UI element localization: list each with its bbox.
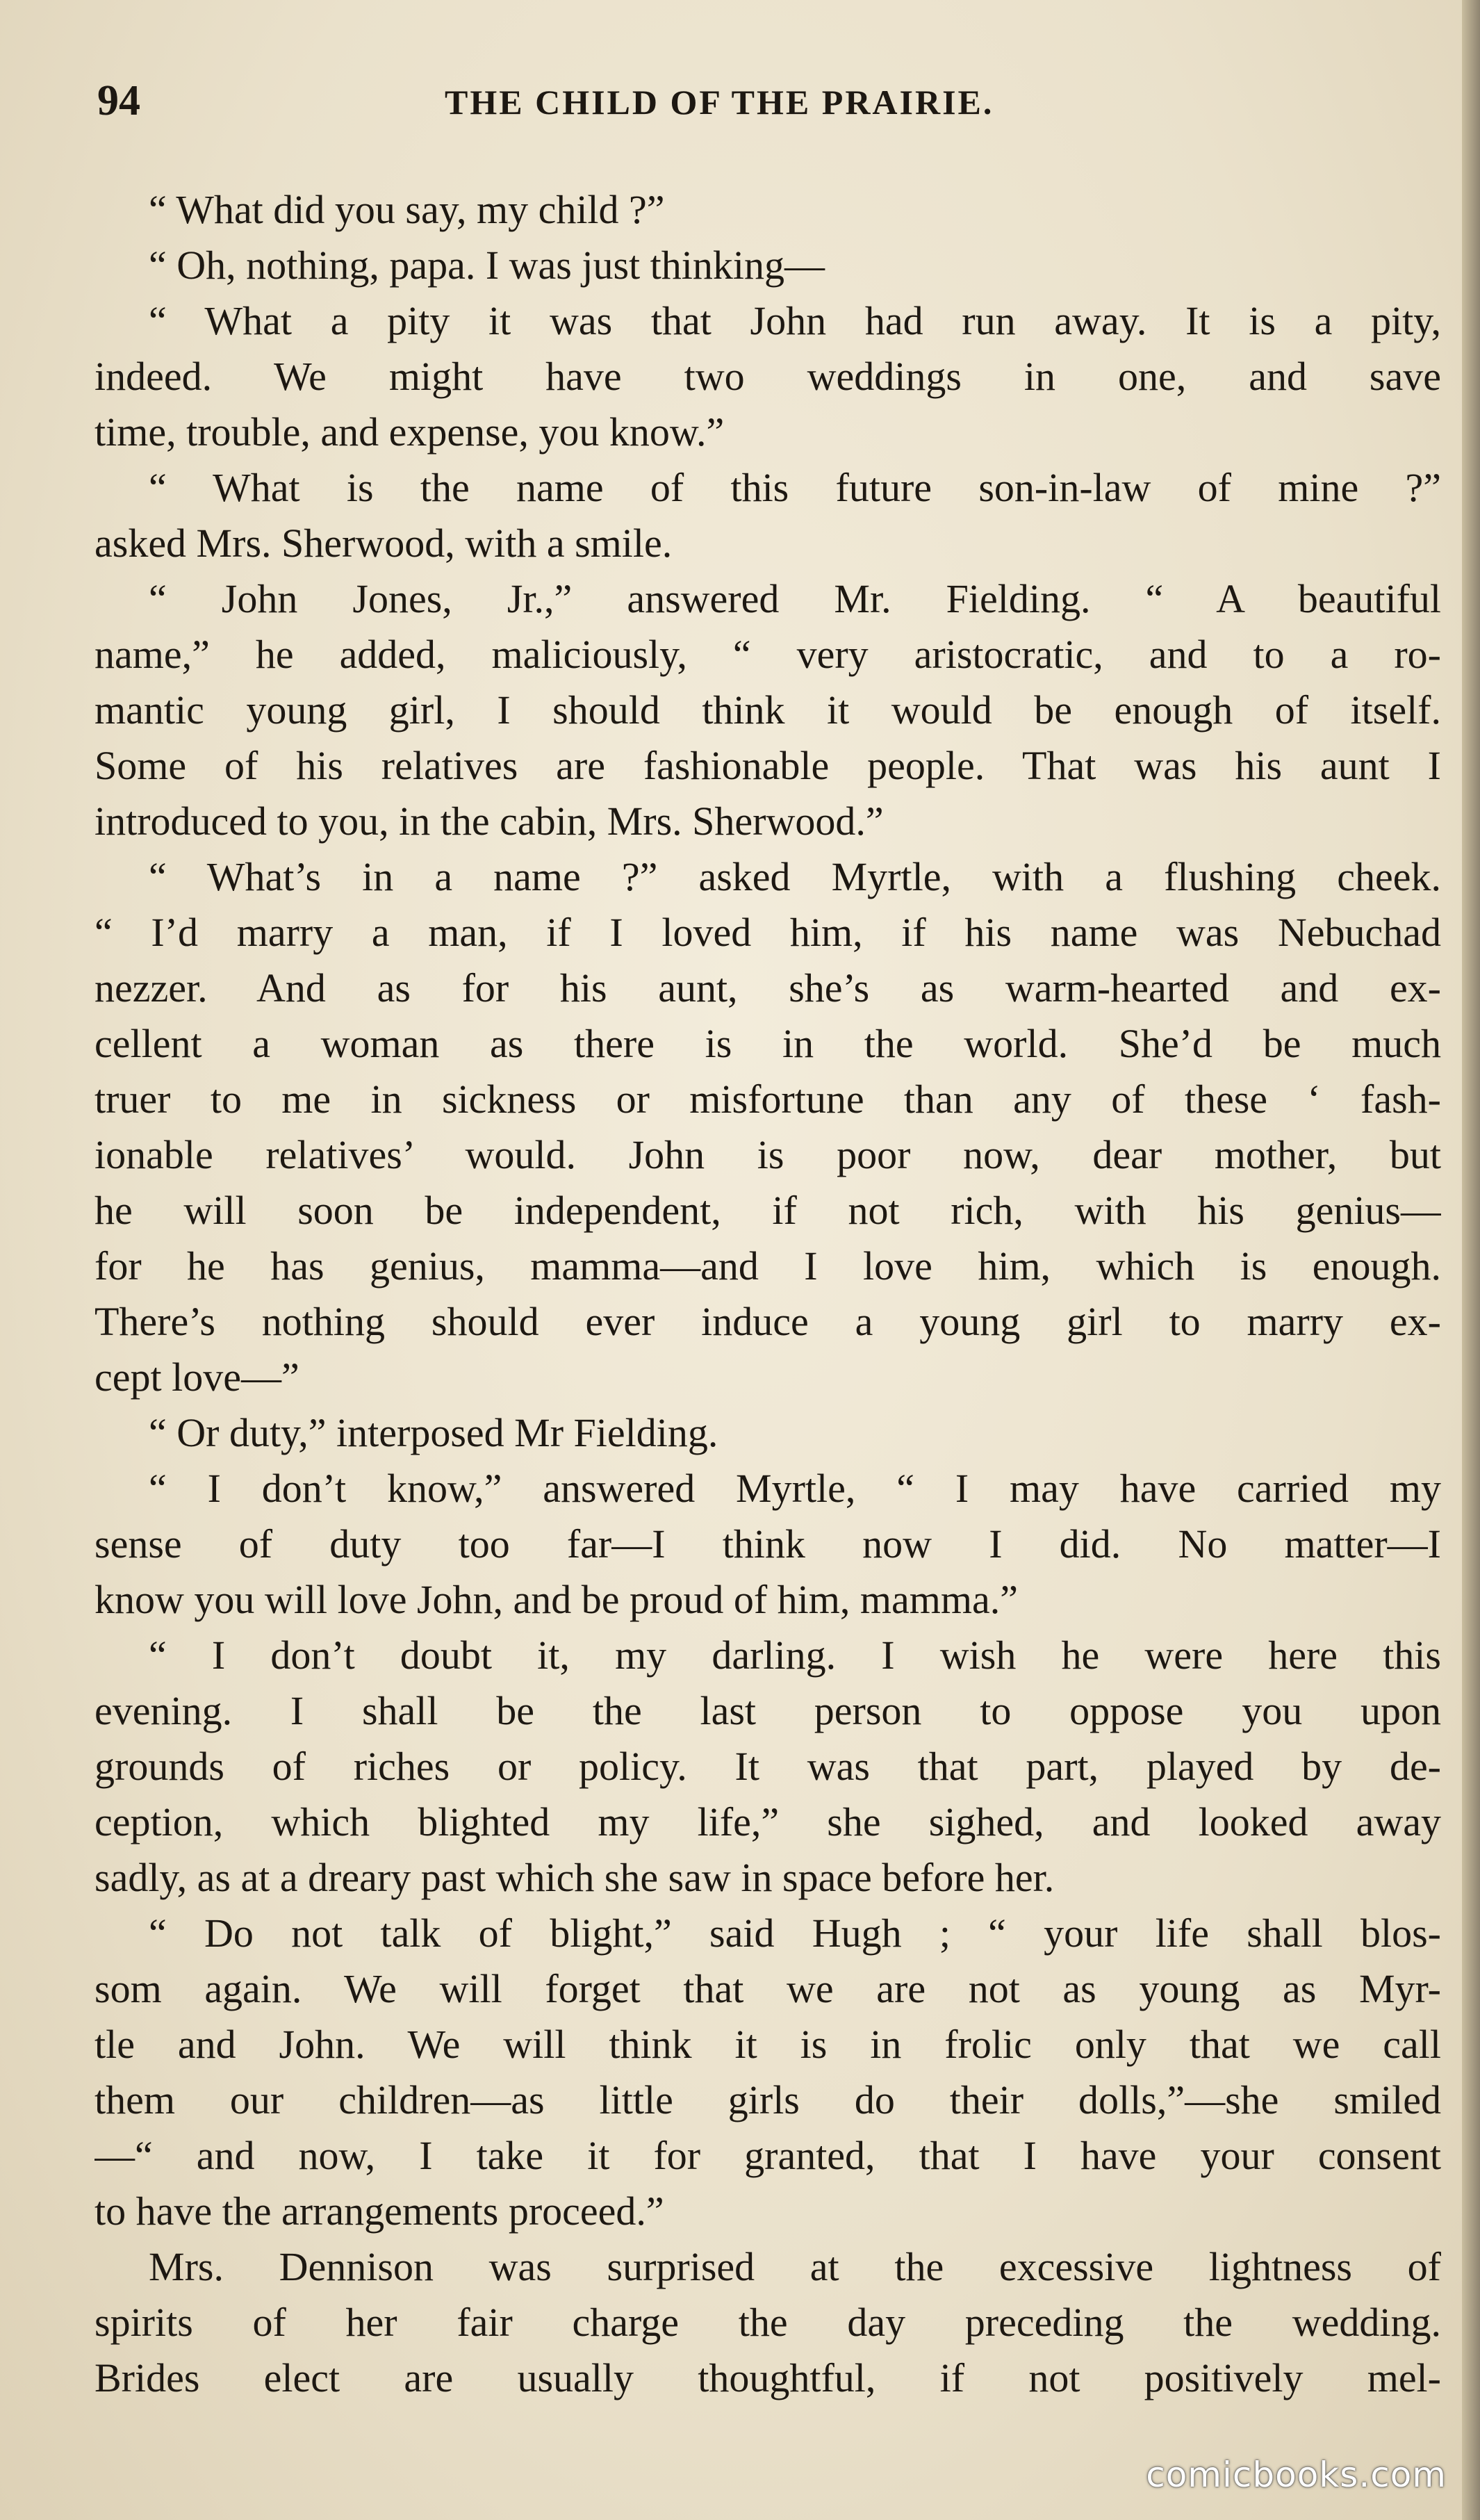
text-line: sense of duty too far—I think now I did. No matter—I: [94, 1521, 1441, 1566]
text-line: know you will love John, and be proud of him, mamma.”: [94, 1577, 1018, 1622]
text-line: som again. We will forget that we are not as young as Myr-: [94, 1966, 1441, 2011]
text-line: truer to me in sickness or misfortune than any of these ‘ fash-: [94, 1077, 1441, 1122]
text-line: Some of his relatives are fashionable people. That was his aunt I: [94, 743, 1441, 788]
text-line: “ John Jones, Jr.,” answered Mr. Fielding. “ A beautiful: [149, 576, 1441, 621]
text-line: to have the arrangements proceed.”: [94, 2188, 664, 2234]
text-line: There’s nothing should ever induce a young girl to marry ex-: [94, 1299, 1441, 1344]
text-line: “ Do not talk of blight,” said Hugh ; “ your life shall blos-: [149, 1911, 1441, 1956]
text-line: Brides elect are usually thoughtful, if not positively mel-: [94, 2355, 1441, 2400]
text-line: “ What a pity it was that John had run away. It is a pity,: [149, 298, 1441, 343]
running-title: THE CHILD OF THE PRAIRIE.: [445, 83, 994, 122]
page-edge-shadow: [1462, 0, 1480, 2520]
text-line: grounds of riches or policy. It was that part, played by de-: [94, 1744, 1441, 1789]
text-line: time, trouble, and expense, you know.”: [94, 409, 725, 455]
text-line: ception, which blighted my life,” she sighed, and looked away: [94, 1799, 1441, 1844]
text-line: “ Or duty,” interposed Mr Fielding.: [149, 1410, 718, 1455]
text-line: “ What is the name of this future son-in-law of mine ?”: [149, 465, 1441, 510]
text-line: evening. I shall be the last person to oppose you upon: [94, 1688, 1441, 1733]
text-line: indeed. We might have two weddings in one, and save: [94, 354, 1441, 399]
text-line: mantic young girl, I should think it would be enough of itself.: [94, 687, 1441, 733]
text-line: introduced to you, in the cabin, Mrs. Sherwood.”: [94, 799, 884, 844]
body-text: [94, 182, 1441, 2406]
text-line: them our children—as little girls do their dolls,”—she smiled: [94, 2077, 1441, 2122]
text-line: sadly, as at a dreary past which she saw in space before her.: [94, 1855, 1055, 1900]
page-header: [97, 76, 1438, 132]
text-line: nezzer. And as for his aunt, she’s as warm-hearted and ex-: [94, 965, 1441, 1011]
text-line: he will soon be independent, if not rich, with his genius—: [94, 1188, 1441, 1233]
text-line: “ I’d marry a man, if I loved him, if his name was Nebuchad: [94, 910, 1441, 955]
text-line: tle and John. We will think it is in frolic only that we call: [94, 2022, 1441, 2067]
text-line: —“ and now, I take it for granted, that I have your consent: [94, 2133, 1441, 2178]
text-line: “ Oh, nothing, papa. I was just thinking—: [149, 243, 825, 288]
text-line: name,” he added, maliciously, “ very aristocratic, and to a ro-: [94, 632, 1441, 677]
text-line: for he has genius, mamma—and I love him, which is enough.: [94, 1243, 1441, 1288]
text-line: cellent a woman as there is in the world. She’d be much: [94, 1021, 1441, 1066]
text-line: “ What’s in a name ?” asked Myrtle, with a flushing cheek.: [149, 854, 1441, 899]
text-line: “ What did you say, my child ?”: [149, 187, 665, 232]
text-line: “ I don’t know,” answered Myrtle, “ I may have carried my: [149, 1466, 1441, 1511]
text-line: “ I don’t doubt it, my darling. I wish he were here this: [149, 1633, 1441, 1678]
page-number: 94: [97, 77, 140, 124]
text-line: ionable relatives’ would. John is poor now, dear mother, but: [94, 1132, 1441, 1177]
text-line: spirits of her fair charge the day preceding the wedding.: [94, 2300, 1441, 2345]
text-line: asked Mrs. Sherwood, with a smile.: [94, 521, 673, 566]
text-line: cept love—”: [94, 1355, 299, 1400]
text-line: Mrs. Dennison was surprised at the excessive lightness of: [149, 2244, 1441, 2289]
watermark: comicbooks.com: [1146, 2455, 1447, 2495]
